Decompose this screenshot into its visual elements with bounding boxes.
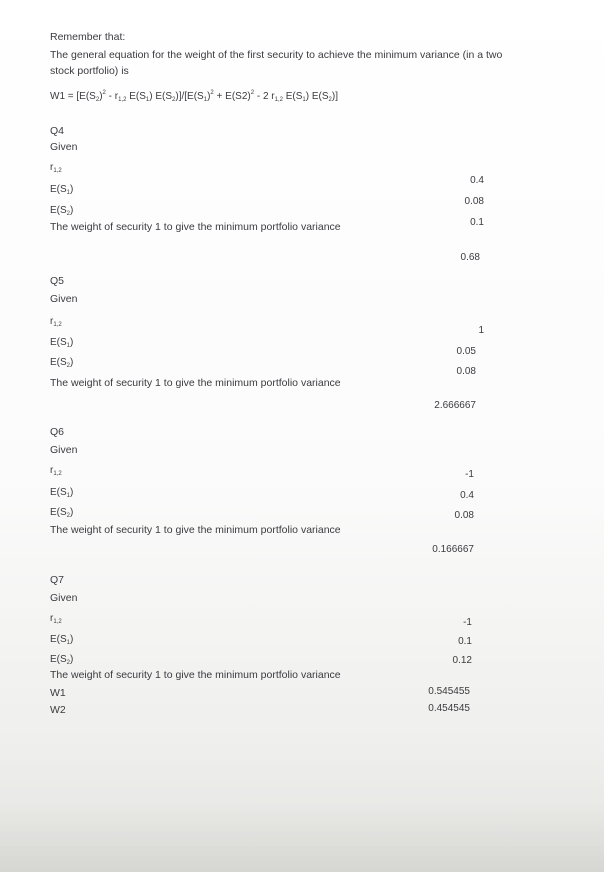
given-label: Given: [50, 141, 78, 153]
weight-equation: $W1 = [E(S_2)^2 - r_{1,2}$ $E(S_1) E(S_2)]/[E(S_1)^2 + E(S2)^2 - 2$ $r_{1,2}$ $E(S_1)$ $E(S_2)$]: [50, 90, 338, 103]
intro-line-2: stock portfolio) is: [50, 65, 129, 77]
es2-label: $E(S_2)$: [50, 357, 74, 369]
es2-value: 0.1: [470, 217, 484, 228]
es1-value: 0.1: [458, 636, 472, 647]
intro-line-1: The general equation for the weight of the first security to achieve the minimum variance (in a two: [50, 49, 503, 61]
r12-value: 0.4: [470, 175, 484, 186]
es2-value: 0.08: [456, 366, 476, 377]
es2-value: 0.08: [454, 510, 474, 521]
question-id: Q7: [50, 574, 65, 586]
page-shadow: [0, 802, 604, 872]
es2-label: $E(S_2)$: [50, 205, 74, 217]
es1-label: $E(S_1)$: [50, 337, 74, 349]
w2-value: 0.454545: [428, 703, 470, 714]
r12-value: 1: [478, 325, 484, 336]
question-id: Q5: [50, 275, 65, 287]
r12-value: -1: [463, 617, 472, 628]
question-id: Q4: [50, 125, 65, 137]
es2-value: 0.12: [452, 655, 472, 666]
given-label: Given: [50, 444, 78, 456]
es2-label: $E(S_2)$: [50, 507, 74, 519]
weight-label: The weight of security 1 to give the minimum portfolio variance: [50, 377, 341, 389]
r12-label: $r_{1,2}$: [50, 613, 62, 625]
r12-label: $r_{1,2}$: [50, 162, 62, 174]
es1-label: $E(S_1)$: [50, 634, 74, 646]
es1-value: 0.08: [464, 196, 484, 207]
es1-label: $E(S_1)$: [50, 184, 74, 196]
weight-value: 2.666667: [434, 400, 476, 411]
es1-value: 0.4: [460, 490, 474, 501]
r12-label: $r_{1,2}$: [50, 316, 62, 328]
weight-value: 0.68: [460, 252, 480, 263]
r12-value: -1: [465, 469, 474, 480]
given-label: Given: [50, 592, 78, 604]
weight-label: The weight of security 1 to give the minimum portfolio variance: [50, 669, 341, 681]
question-id: Q6: [50, 426, 65, 438]
es2-label: $E(S_2)$: [50, 654, 74, 666]
remember-heading: Remember that:: [50, 31, 126, 43]
w1-label: W1: [50, 687, 66, 699]
given-label: Given: [50, 293, 78, 305]
weight-label: The weight of security 1 to give the minimum portfolio variance: [50, 524, 341, 536]
weight-label: The weight of security 1 to give the minimum portfolio variance: [50, 221, 341, 233]
w1-value: 0.545455: [428, 686, 470, 697]
r12-label: $r_{1,2}$: [50, 465, 62, 477]
w2-label: W2: [50, 704, 66, 716]
weight-value: 0.166667: [432, 544, 474, 555]
es1-label: $E(S_1)$: [50, 487, 74, 499]
es1-value: 0.05: [456, 346, 476, 357]
